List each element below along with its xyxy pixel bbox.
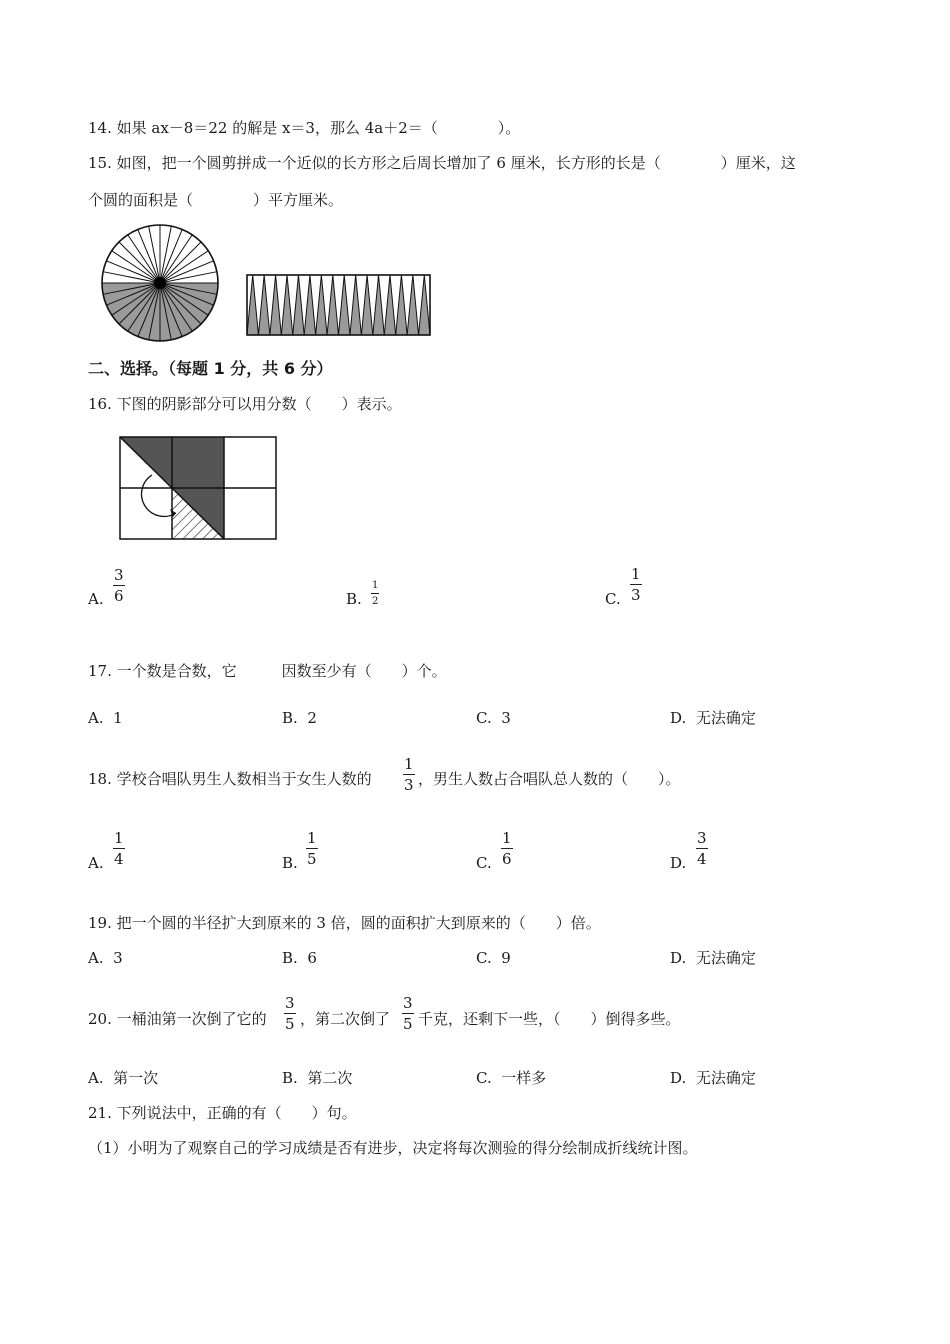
sector-circle: [102, 225, 218, 341]
denominator: 3: [404, 776, 414, 794]
q19-option-d: D. 无法确定: [670, 949, 756, 967]
q20-option-a: A. 第一次: [88, 1069, 159, 1087]
question-17: 17. 一个数是合数，它 因数至少有（ ）个。: [88, 662, 447, 680]
question-15-line-2: 个圆的面积是（ ）平方厘米。: [88, 191, 344, 209]
question-20-stem-after: 千克，还剩下一些，（ ）倒得多些。: [418, 1010, 681, 1028]
denominator: 6: [114, 587, 124, 605]
q16-option-b-label: B.: [346, 590, 362, 608]
question-19: 19. 把一个圆的半径扩大到原来的 3 倍，圆的面积扩大到原来的（ ）倍。: [88, 914, 601, 932]
q17-option-b: B. 2: [282, 709, 317, 727]
question-20-stem-mid: ，第二次倒了: [300, 1010, 391, 1028]
q16-option-c-fraction: [630, 567, 642, 603]
q16-option-c-label: C.: [605, 590, 621, 608]
rearranged-rectangle: [247, 275, 430, 335]
q16-option-a-label: A.: [88, 590, 104, 608]
q20-option-b: B. 第二次: [282, 1069, 353, 1087]
q18-option-b-label: B.: [282, 854, 298, 872]
question-18-fraction: [403, 757, 415, 793]
question-18-stem-before: 18. 学校合唱队男生人数相当于女生人数的: [88, 770, 372, 788]
numerator: 1: [307, 829, 317, 847]
q19-option-a: A. 3: [88, 949, 123, 967]
numerator: 1: [631, 565, 641, 583]
question-20-fraction-2: [402, 996, 414, 1032]
denominator: 5: [403, 1015, 413, 1033]
q20-option-d: D. 无法确定: [670, 1069, 756, 1087]
q20-option-c: C. 一样多: [476, 1069, 547, 1087]
question-14: 14. 如果 ax－8＝22 的解是 x＝3，那么 4a＋2＝（ ）。: [88, 119, 521, 137]
shaded-grid-figure: [118, 435, 280, 543]
question-21-item-1: （1）小明为了观察自己的学习成绩是否有进步，决定将每次测验的得分绘制成折线统计图。: [88, 1139, 698, 1157]
q18-option-a-fraction: [113, 831, 125, 867]
numerator: 1: [114, 829, 124, 847]
q16-option-a-fraction: [113, 568, 125, 604]
question-15-line-1: 15. 如图，把一个圆剪拼成一个近似的长方形之后周长增加了 6 厘米，长方形的长是（ ）厘米，这: [88, 154, 796, 172]
denominator: 4: [697, 850, 707, 868]
numerator: 3: [697, 829, 707, 847]
numerator: 3: [285, 994, 295, 1012]
question-21: 21. 下列说法中，正确的有（ ）句。: [88, 1104, 357, 1122]
q19-option-c: C. 9: [476, 949, 511, 967]
numerator: 3: [403, 994, 413, 1012]
denominator: 2: [372, 596, 379, 607]
denominator: 3: [631, 586, 641, 604]
q18-option-c-fraction: [501, 831, 513, 867]
numerator: 3: [114, 566, 124, 584]
q16-option-b-fraction: [371, 581, 379, 607]
circle-to-rectangle-figure: [100, 220, 440, 345]
q18-option-d-fraction: [696, 831, 708, 867]
question-16: 16. 下图的阴影部分可以用分数（ ）表示。: [88, 395, 402, 413]
denominator: 5: [285, 1015, 295, 1033]
numerator: 1: [502, 829, 512, 847]
numerator: 1: [404, 755, 414, 773]
q17-option-a: A. 1: [88, 709, 123, 727]
numerator: 1: [372, 580, 379, 591]
denominator: 5: [307, 850, 317, 868]
q18-option-b-fraction: [306, 831, 318, 867]
question-20-stem-before: 20. 一桶油第一次倒了它的: [88, 1010, 267, 1028]
q18-option-c-label: C.: [476, 854, 492, 872]
q19-option-b: B. 6: [282, 949, 317, 967]
q17-option-d: D. 无法确定: [670, 709, 756, 727]
q17-option-c: C. 3: [476, 709, 511, 727]
denominator: 4: [114, 850, 124, 868]
denominator: 6: [502, 850, 512, 868]
q18-option-a-label: A.: [88, 854, 104, 872]
q18-option-d-label: D.: [670, 854, 687, 872]
section-2-title: 二、选择。（每题 1 分，共 6 分）: [88, 359, 333, 378]
question-20-fraction-1: [284, 996, 296, 1032]
question-18-stem-after: ，男生人数占合唱队总人数的（ ）。: [418, 770, 681, 788]
